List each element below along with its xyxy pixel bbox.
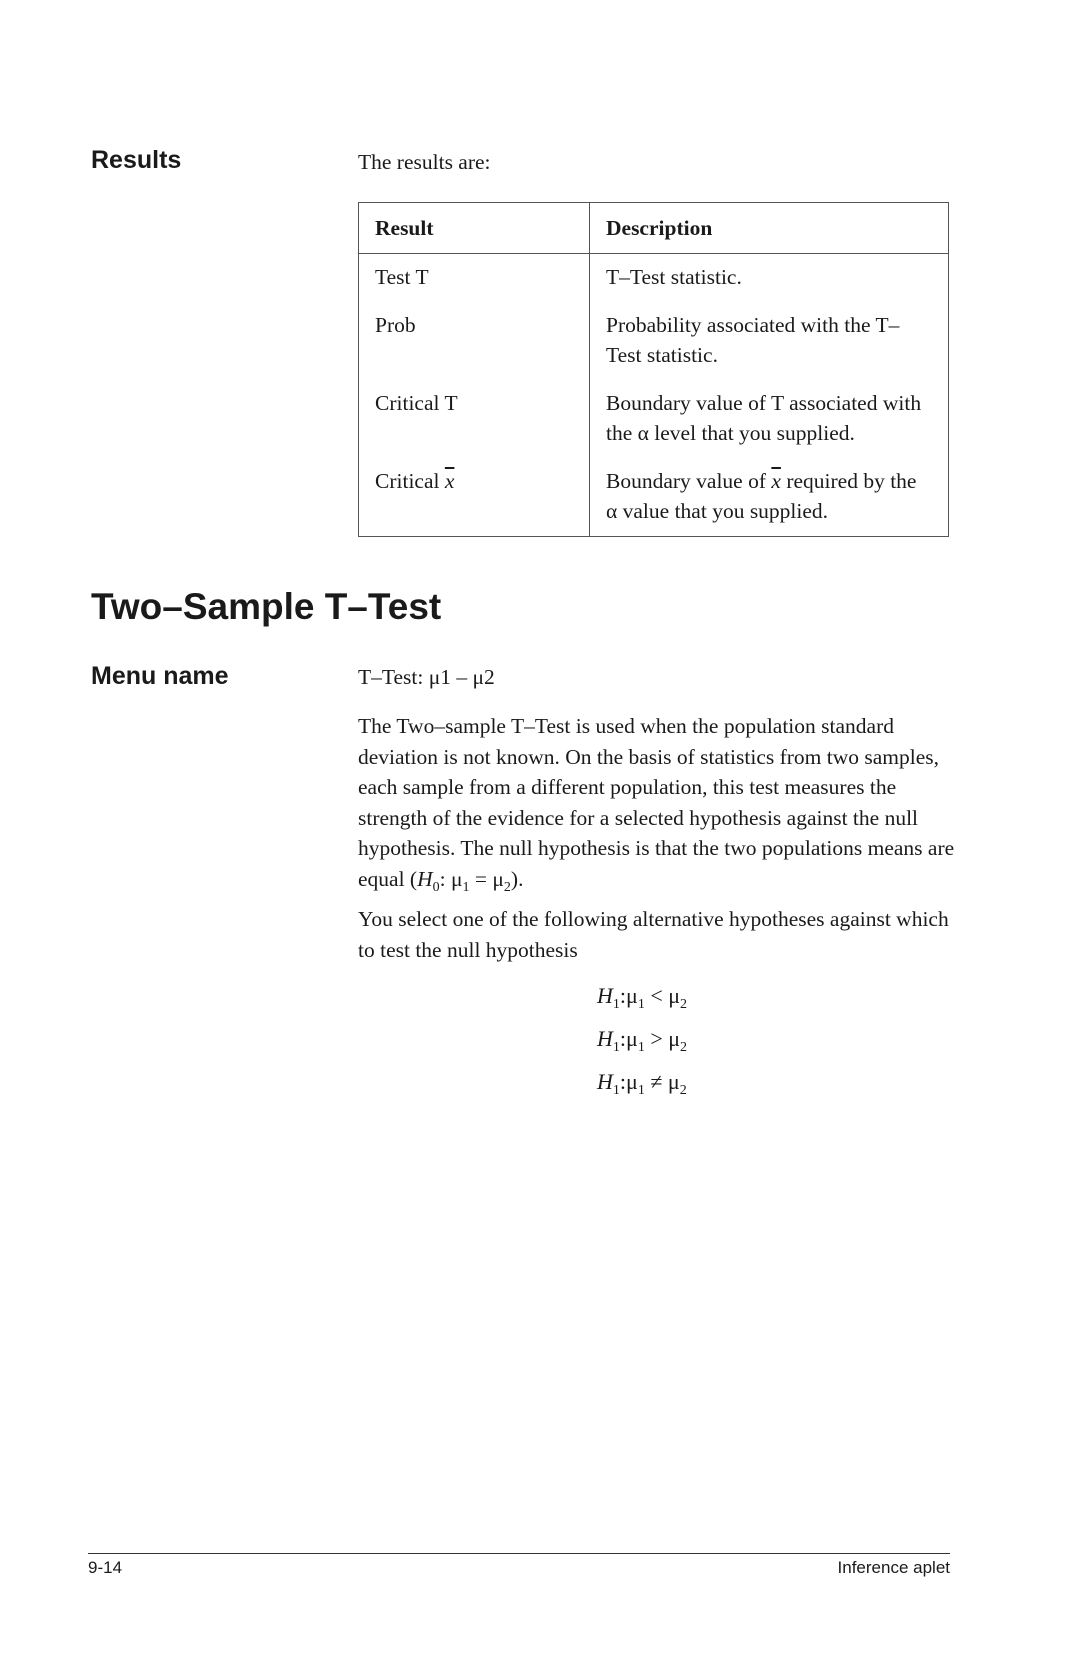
subscript: 1 [612,1040,620,1055]
h-symbol: H [597,983,613,1008]
result-cell: Critical T [359,388,590,466]
description-cell: T–Test statistic. [590,254,949,311]
results-intro: The results are: [358,150,491,174]
results-table [358,202,949,537]
hypothesis-greater [597,1026,687,1056]
header-result: Result [359,203,590,254]
result-cell: Prob [359,310,590,388]
subscript: 2 [503,879,511,895]
xbar-symbol: $\overline{x}$ [444,469,455,493]
subscript: 2 [679,1083,687,1098]
paragraph-text: The Two–sample T–Test is used when the population standard deviation is not known. On the basis of statistics from two samples, each sample from a different population, this test measures the strength of the evidence for a selected hypothesis against the null hypothesis. The null hypothesis is that the two populations means are equal ( [358,714,955,891]
subscript: 1 [462,879,470,895]
subscript: 1 [612,1083,620,1098]
table-row [359,254,949,311]
subscript: 1 [612,997,620,1012]
paragraph-text: = μ [469,866,504,891]
h-symbol: H [597,1026,613,1051]
operator: > μ [644,1026,681,1051]
menu-name-value: T–Test: μ1 – μ2 [358,665,495,689]
description-cell: Boundary value of T associated with the α level that you supplied. [590,388,949,466]
h-symbol: H [417,866,433,891]
results-heading: Results [91,146,182,174]
page-number: 9-14 [88,1558,123,1577]
section-title: Two–Sample T–Test [91,586,442,627]
alternative-paragraph: You select one of the following alternative hypotheses against which to test the null hypothesis [358,907,949,962]
description-cell: Probability associated with the T–Test statistic. [590,310,949,388]
description-cell [590,466,949,537]
subscript: 0 [432,879,440,895]
table-row [359,388,949,466]
hypothesis-not-equal [597,1069,687,1099]
chapter-name: Inference aplet [837,1558,950,1577]
h-symbol: H [597,1069,613,1094]
mu-symbol: :μ [619,1026,638,1051]
menu-name-label: Menu name [91,662,229,690]
header-description: Description [590,203,949,254]
hypothesis-less [597,983,687,1013]
paragraph-text: ). [510,866,524,891]
subscript: 1 [637,997,645,1012]
footer-divider [88,1553,950,1554]
table-header-row [359,203,949,254]
table-row [359,466,949,537]
description-text: required by the α value that you supplied. [606,469,917,523]
mu-symbol: :μ [619,1069,638,1094]
operator: ≠ μ [644,1069,680,1094]
subscript: 2 [680,997,688,1012]
subscript: 1 [637,1040,645,1055]
table-row [359,310,949,388]
description-paragraph [358,711,958,903]
subscript: 2 [680,1040,688,1055]
result-text: Critical [375,469,440,493]
result-cell [359,466,590,537]
subscript: 1 [637,1083,645,1098]
mu-symbol: :μ [619,983,638,1008]
operator: < μ [644,983,681,1008]
paragraph-text: : μ [439,866,463,891]
result-cell: Test T [359,254,590,311]
xbar-symbol: $\overline{x}$ [771,469,781,493]
description-text: Boundary value of [606,469,767,493]
